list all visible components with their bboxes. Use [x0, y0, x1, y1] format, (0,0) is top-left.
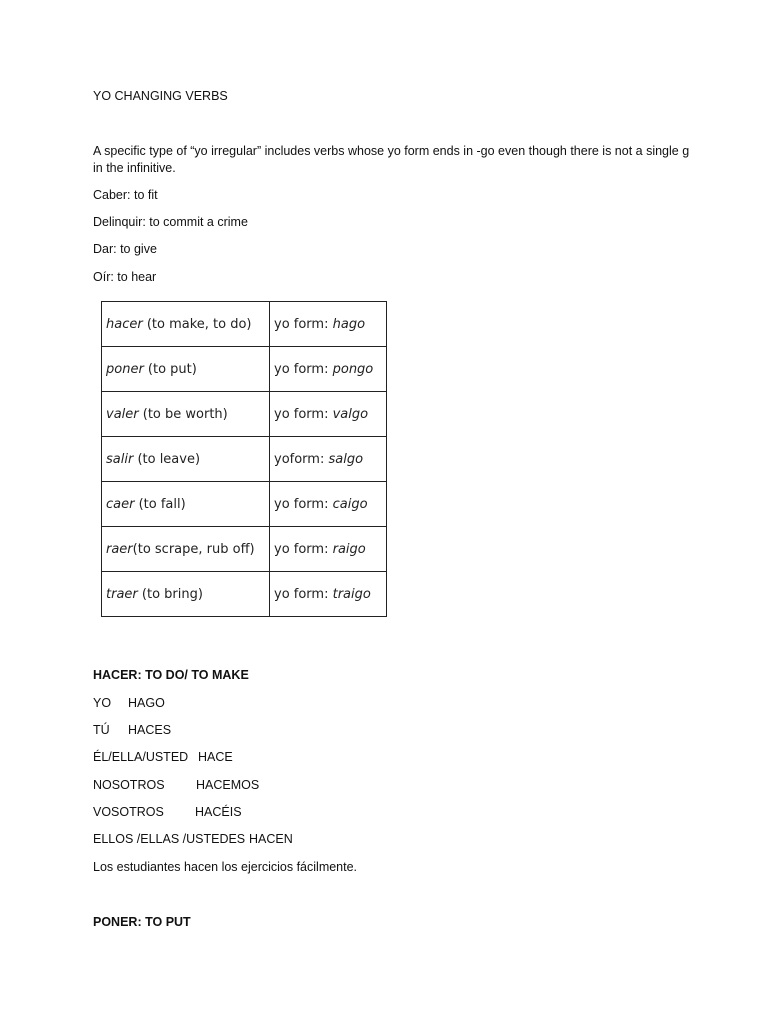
table-row	[102, 482, 387, 527]
example-sentence: Los estudiantes hacen los ejercicios fácilmente.	[93, 860, 358, 874]
yo-form-label: yo form:	[274, 406, 333, 422]
table-row	[102, 302, 387, 347]
table-row	[102, 347, 387, 392]
hacer-heading: HACER: TO DO/ TO MAKE	[93, 668, 249, 682]
yo-form-value: hago	[332, 316, 366, 332]
yo-form-label: yo form:	[274, 496, 333, 512]
verb-meaning: (to bring)	[137, 586, 203, 602]
conjugation-form: HACES	[128, 723, 172, 737]
verb-infinitive: valer	[106, 406, 139, 422]
yo-form-value: raigo	[332, 541, 366, 557]
verb-meaning: (to put)	[143, 361, 197, 377]
conjugation-row	[93, 804, 242, 821]
conjugation-pronoun: YO	[93, 696, 112, 710]
conjugation-row	[93, 831, 293, 848]
verb-infinitive: raer	[106, 541, 133, 557]
yo-form-value: pongo	[332, 361, 374, 377]
conjugation-pronoun: VOSOTROS	[93, 805, 164, 819]
conjugation-row	[93, 695, 165, 712]
verb-infinitive: hacer	[106, 316, 143, 332]
conjugation-pronoun: ELLOS /ELLAS /USTEDES	[93, 832, 246, 846]
verb-cell	[102, 392, 270, 437]
intro-paragraph: A specific type of “yo irregular” includes verbs whose yo form ends in -go even though there is not a single g in the infinitive.	[93, 144, 690, 175]
yo-form-value: traigo	[332, 586, 371, 602]
conjugation-pronoun: ÉL/ELLA/USTED	[93, 750, 189, 764]
verb-infinitive: salir	[106, 451, 134, 467]
yo-form-table	[101, 301, 387, 617]
yo-form-cell	[270, 392, 387, 437]
table-row	[102, 392, 387, 437]
verb-meaning: (to scrape, rub off)	[132, 541, 255, 557]
yo-form-cell	[270, 302, 387, 347]
yo-form-cell	[270, 527, 387, 572]
vocab-item: Oír: to hear	[93, 270, 157, 284]
conjugation-row	[93, 777, 260, 794]
yo-form-label: yo form:	[274, 316, 333, 332]
conjugation-pronoun: NOSOTROS	[93, 778, 165, 792]
vocab-item: Delinquir: to commit a crime	[93, 215, 248, 229]
verb-infinitive: traer	[106, 586, 138, 602]
verb-meaning: (to make, to do)	[142, 316, 252, 332]
conjugation-form: HACE	[198, 750, 233, 764]
verb-meaning: (to leave)	[133, 451, 201, 467]
yo-form-cell	[270, 347, 387, 392]
conjugation-form: HACEN	[249, 832, 293, 846]
yo-form-value: salgo	[328, 451, 364, 467]
conjugation-form: HAGO	[128, 696, 165, 710]
conjugation-pronoun: TÚ	[93, 723, 110, 737]
verb-cell	[102, 527, 270, 572]
yo-form-cell	[270, 437, 387, 482]
verb-infinitive: poner	[106, 361, 144, 377]
yo-form-cell	[270, 572, 387, 617]
yo-form-label: yo form:	[274, 586, 333, 602]
document-title: YO CHANGING VERBS	[93, 89, 228, 103]
yo-form-value: valgo	[332, 406, 369, 422]
yo-form-value: caigo	[332, 496, 368, 512]
yo-form-label: yoform:	[274, 451, 329, 467]
vocab-item: Dar: to give	[93, 242, 157, 256]
conjugation-form: HACÉIS	[195, 805, 242, 819]
table-row	[102, 572, 387, 617]
yo-form-label: yo form:	[274, 541, 333, 557]
verb-cell	[102, 482, 270, 527]
verb-cell	[102, 437, 270, 482]
yo-form-label: yo form:	[274, 361, 333, 377]
table-row	[102, 527, 387, 572]
conjugation-form: HACEMOS	[196, 778, 260, 792]
conjugation-row	[93, 722, 172, 739]
vocab-item: Caber: to fit	[93, 188, 158, 202]
yo-form-cell	[270, 482, 387, 527]
poner-heading: PONER: TO PUT	[93, 915, 191, 929]
verb-cell	[102, 572, 270, 617]
conjugation-row	[93, 749, 233, 766]
verb-meaning: (to fall)	[134, 496, 186, 512]
verb-cell	[102, 347, 270, 392]
verb-infinitive: caer	[106, 496, 135, 512]
verb-cell	[102, 302, 270, 347]
verb-meaning: (to be worth)	[138, 406, 228, 422]
table-row	[102, 437, 387, 482]
